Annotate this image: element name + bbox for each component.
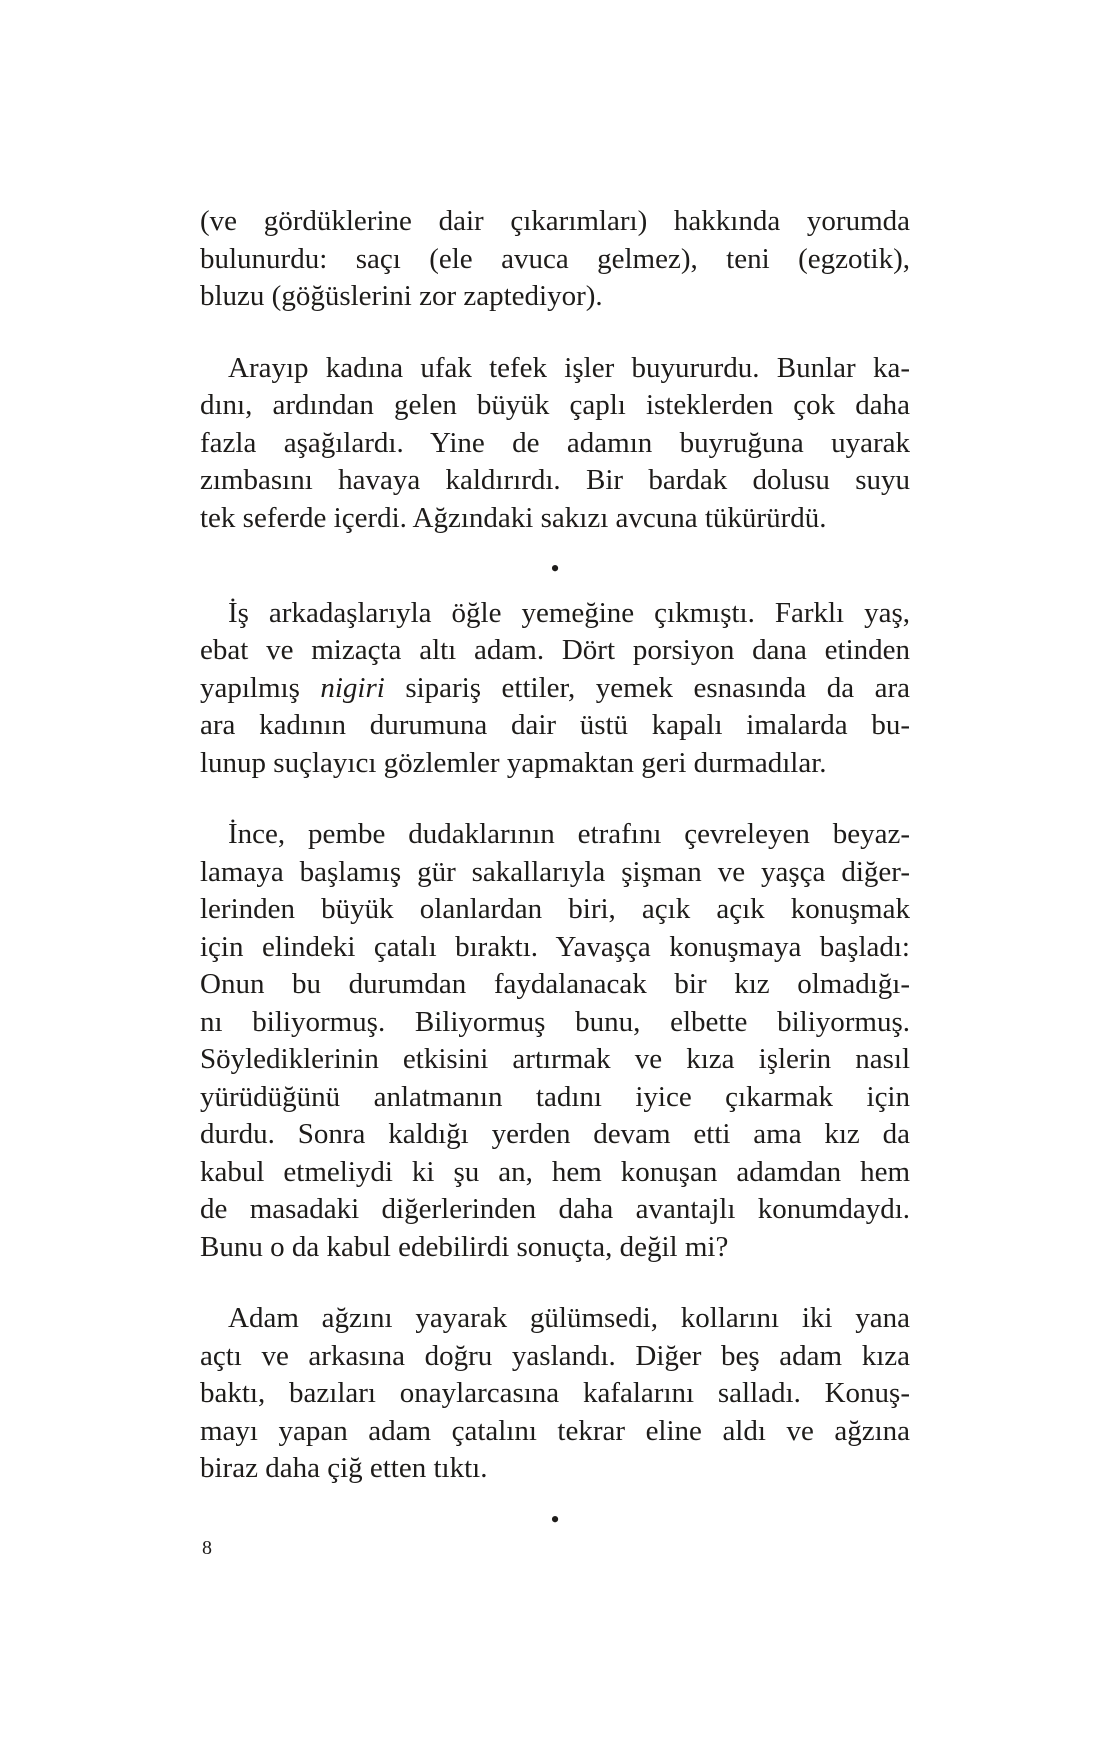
text-line: Bunu o da kabul edebilirdi sonuçta, değil mi?: [200, 1230, 729, 1263]
paragraph: [200, 350, 910, 538]
text-line: baktı, bazıları onaylarcasına kafalarını salladı. Konuş-: [200, 1377, 910, 1409]
text-line: yapılmış nigiri sipariş ettiler, yemek esnasında da ara: [200, 671, 910, 704]
text-line: fazla aşağılardı. Yine de adamın buyruğuna uyarak: [200, 426, 910, 459]
text-line: bulunurdu: saçı (ele avuca gelmez), teni (egzotik),: [200, 242, 910, 275]
text-line: dını, ardından gelen büyük çaplı isteklerden çok daha: [200, 389, 910, 421]
paragraph: [200, 203, 910, 316]
text-line: Söylediklerinin etkisini artırmak ve kıza işlerin nasıl: [200, 1043, 910, 1075]
text-line: nı biliyormuş. Biliyormuş bunu, elbette biliyormuş.: [200, 1005, 910, 1038]
paragraph: [200, 595, 910, 783]
text-line: Arayıp kadına ufak tefek işler buyururdu. Bunlar ka-: [228, 351, 910, 384]
page-number: 8: [202, 1537, 212, 1559]
text-line: zımbasını havaya kaldırırdı. Bir bardak dolusu suyu: [200, 464, 910, 496]
text-line: bluzu (göğüslerini zor zaptediyor).: [200, 280, 603, 312]
text-line: de masadaki diğerlerinden daha avantajlı konumdaydı.: [200, 1193, 910, 1225]
text-line: yürüdüğünü anlatmanın tadını iyice çıkarmak için: [200, 1080, 910, 1113]
text-line: Adam ağzını yayarak gülümsedi, kollarını iki yana: [228, 1302, 910, 1334]
text-line: için elindeki çatalı bıraktı. Yavaşça konuşmaya başladı:: [200, 930, 910, 963]
paragraph: [200, 816, 910, 1266]
text-line: ebat ve mizaçta altı adam. Dört porsiyon dana etinden: [200, 634, 910, 666]
text-line: durdu. Sonra kaldığı yerden devam etti ama kız da: [200, 1118, 910, 1150]
text-line: Onun bu durumdan faydalanacak bir kız olmadığı-: [200, 968, 910, 1000]
text-line: lamaya başlamış gür sakallarıyla şişman ve yaşça diğer-: [200, 855, 910, 888]
text-line: kabul etmeliydi ki şu an, hem konuşan adamdan hem: [200, 1155, 910, 1188]
text-line: ara kadının durumuna dair üstü kapalı imalarda bu-: [200, 709, 910, 741]
text-line: (ve gördüklerine dair çıkarımları) hakkında yorumda: [200, 205, 910, 237]
text-line: biraz daha çiğ etten tıktı.: [200, 1452, 488, 1484]
text-line: lunup suçlayıcı gözlemler yapmaktan geri durmadılar.: [200, 746, 827, 779]
text-line: açtı ve arkasına doğru yaslandı. Diğer beş adam kıza: [200, 1339, 910, 1372]
text-line: mayı yapan adam çatalını tekrar eline aldı ve ağzına: [200, 1414, 910, 1447]
paragraph: [200, 1300, 910, 1488]
text-line: İnce, pembe dudaklarının etrafını çevreleyen beyaz-: [228, 818, 910, 850]
text-column: [200, 203, 910, 1545]
section-separator-bullet: •: [550, 1504, 560, 1534]
text-line: lerinden büyük olanlardan biri, açık açık konuşmak: [200, 893, 910, 925]
text-line: İş arkadaşlarıyla öğle yemeğine çıkmıştı. Farklı yaş,: [228, 596, 910, 629]
section-separator-bullet: •: [550, 554, 560, 583]
text-line: tek seferde içerdi. Ağzındaki sakızı avcuna tükürürdü.: [200, 501, 827, 534]
